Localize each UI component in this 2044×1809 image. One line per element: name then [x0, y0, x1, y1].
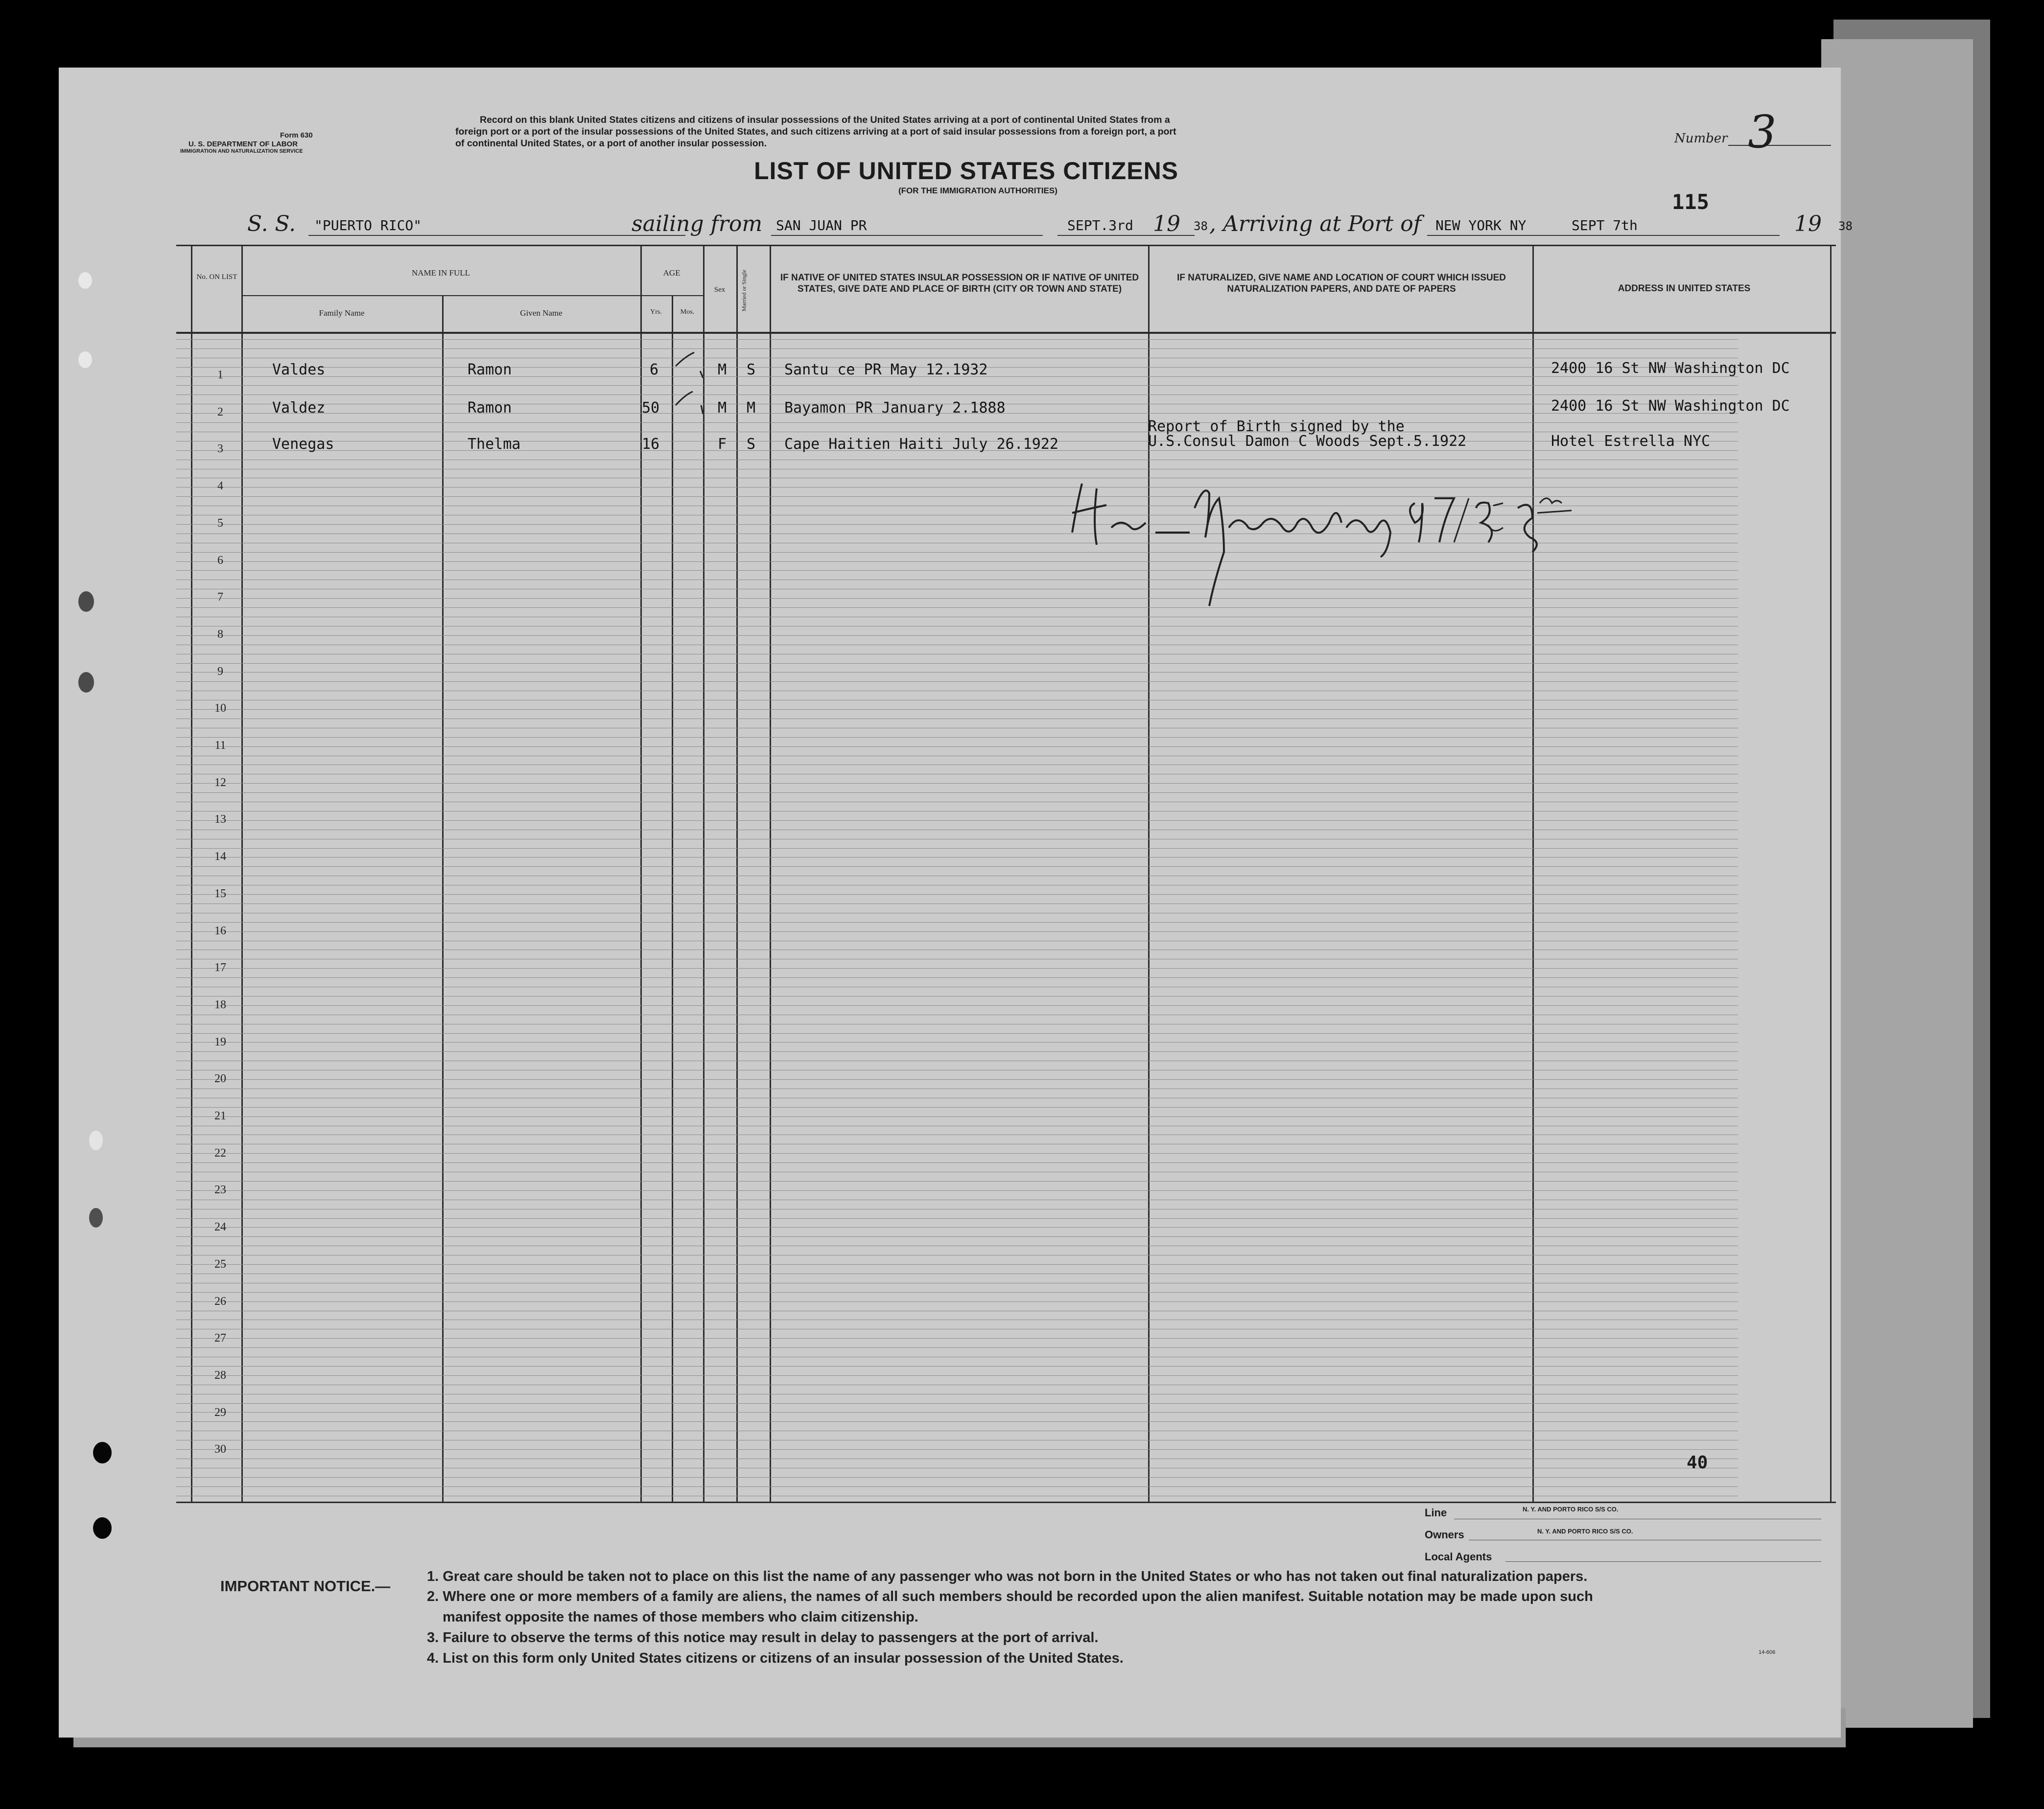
- given-name-cell: Ramon: [468, 399, 512, 417]
- age-subheader-line: [640, 295, 703, 296]
- owners-value: N. Y. AND PORTO RICO S/S CO.: [1537, 1528, 1633, 1535]
- table-rule-line: [176, 1338, 1738, 1339]
- sex-cell: F: [718, 436, 727, 453]
- given-name-cell: Ramon: [468, 361, 512, 378]
- department: U. S. DEPARTMENT OF LABOR: [188, 140, 298, 148]
- instructions-line-3: of continental United States, or a port of another insular possession.: [455, 138, 767, 149]
- col-divider: [442, 296, 444, 1503]
- table-rule-line: [176, 1301, 1738, 1302]
- table-rule-line: [176, 1107, 1738, 1108]
- instructions-line-1: Record on this blank United States citizens and citizens of insular possessions of the United States arriving at a port of continental United States from a: [480, 115, 1170, 125]
- row-number: 22: [214, 1147, 226, 1160]
- table-rule-line: [176, 1153, 1738, 1154]
- year-prefix: 19: [1153, 211, 1180, 236]
- page-title: LIST OF UNITED STATES CITIZENS: [754, 157, 1179, 185]
- table-rule-line: [176, 977, 1738, 978]
- col-divider: [640, 245, 642, 1503]
- row-number: 25: [214, 1258, 226, 1271]
- row-number: 6: [217, 554, 223, 567]
- notice-item-1: 1. Great care should be taken not to place on this list the name of any passenger who was not born in the United States or who has not taken out final naturalization papers.: [427, 1569, 1588, 1584]
- table-rule-line: [176, 1033, 1738, 1034]
- header-yrs: Yrs.: [650, 308, 662, 316]
- notice-item-2-cont: manifest opposite the names of those members who claim citizenship.: [443, 1609, 918, 1625]
- punch-hole: [78, 672, 94, 693]
- table-rule-line: [176, 1079, 1738, 1080]
- row-number: 2: [217, 406, 223, 418]
- table-rule-line: [176, 339, 1738, 340]
- table-rule-line: [176, 968, 1738, 969]
- sail-date: SEPT.3rd: [1067, 217, 1133, 233]
- table-rule-line: [176, 422, 1738, 423]
- line-label: Line: [1425, 1507, 1447, 1519]
- table-rule-line: [176, 1116, 1738, 1117]
- header-married-single: Married or Single: [740, 269, 748, 312]
- table-rule-line: [176, 848, 1738, 849]
- marital-cell: S: [747, 436, 756, 453]
- table-rule-line: [176, 996, 1738, 997]
- header-no-on-list: No. ON LIST: [196, 273, 237, 281]
- table-rule-line: [176, 1190, 1738, 1191]
- marital-cell: M: [747, 399, 756, 417]
- ss-label: S. S.: [247, 211, 296, 236]
- table-rule-line: [176, 792, 1738, 793]
- birth-cell: Bayamon PR January 2.1888: [784, 399, 1006, 417]
- table-rule-line: [176, 746, 1738, 747]
- notice-title: IMPORTANT NOTICE.—: [220, 1577, 391, 1595]
- field-underline: [771, 235, 1043, 236]
- table-rule-line: [176, 681, 1738, 682]
- row-number: 19: [214, 1036, 226, 1048]
- address-cell: 2400 16 St NW Washington DC: [1551, 397, 1790, 415]
- row-number: 14: [214, 850, 226, 863]
- field-underline: [1505, 1561, 1821, 1562]
- age-years-cell: 6: [650, 361, 659, 378]
- passenger-total: 40: [1687, 1453, 1708, 1473]
- address-cell: Hotel Estrella NYC: [1551, 433, 1711, 450]
- table-rule-line: [176, 394, 1738, 395]
- sailing-label: sailing from: [632, 211, 763, 236]
- table-rule-line: [176, 1005, 1738, 1006]
- row-number: 12: [214, 776, 226, 789]
- table-header-border: [176, 332, 1836, 334]
- arrival-year-prefix: 19: [1794, 211, 1822, 236]
- notice-item-3: 3. Failure to observe the terms of this notice may result in delay to passengers at the port of arrival.: [427, 1630, 1099, 1646]
- header-given-name: Given Name: [520, 308, 563, 318]
- table-rule-line: [176, 1236, 1738, 1237]
- table-bottom-border: [176, 1502, 1836, 1503]
- table-rule-line: [176, 709, 1738, 710]
- header-sex: Sex: [714, 286, 726, 294]
- table-rule-line: [176, 1366, 1738, 1367]
- notice-item-2: 2. Where one or more members of a family are aliens, the names of all such members should be recorded upon the alien manifest. Suitable notation may be made upon such: [427, 1589, 1593, 1604]
- marital-cell: S: [747, 361, 756, 378]
- table-rule-line: [176, 820, 1738, 821]
- field-underline: [308, 235, 685, 236]
- col-divider: [1532, 245, 1534, 1503]
- age-years-cell: 50: [642, 399, 660, 417]
- family-name-cell: Valdez: [272, 399, 326, 417]
- number-label: Number: [1674, 131, 1728, 146]
- row-number: 17: [214, 961, 226, 974]
- row-number: 9: [217, 665, 223, 678]
- number-value: 3: [1748, 106, 1777, 158]
- table-rule-line: [176, 1292, 1738, 1293]
- table-rule-line: [176, 348, 1738, 349]
- line-value: N. Y. AND PORTO RICO S/S CO.: [1523, 1506, 1619, 1513]
- birth-cell: Santu ce PR May 12.1932: [784, 361, 988, 378]
- row-number: 11: [214, 739, 226, 752]
- page-number: 115: [1672, 190, 1709, 214]
- row-number: 28: [214, 1369, 226, 1382]
- col-divider: [770, 245, 771, 1503]
- header-name-in-full: NAME IN FULL: [412, 268, 470, 278]
- family-name-cell: Venegas: [272, 436, 334, 453]
- row-number: 26: [214, 1295, 226, 1308]
- punch-hole: [89, 1208, 103, 1228]
- table-rule-line: [176, 866, 1738, 867]
- table-rule-line: [176, 931, 1738, 932]
- form-number: Form 630: [280, 131, 313, 139]
- arrival-year: 38: [1838, 219, 1853, 233]
- table-rule-line: [176, 894, 1738, 895]
- punch-hole: [89, 1131, 103, 1150]
- row-number: 10: [214, 702, 226, 715]
- table-rule-line: [176, 1051, 1738, 1052]
- table-rule-line: [176, 1347, 1738, 1348]
- row-number: 5: [217, 517, 223, 530]
- row-number: 30: [214, 1443, 226, 1456]
- check-marks: [671, 332, 739, 459]
- table-rule-line: [176, 857, 1738, 858]
- row-number: 13: [214, 813, 226, 826]
- page-subtitle: (FOR THE IMMIGRATION AUTHORITIES): [898, 186, 1057, 195]
- col-divider: [241, 245, 243, 1503]
- header-family-name: Family Name: [319, 308, 365, 318]
- table-rule-line: [176, 1375, 1738, 1376]
- punch-hole: [78, 272, 92, 289]
- row-number: 21: [214, 1110, 226, 1122]
- arriving-label: , Arriving at Port of: [1209, 211, 1421, 236]
- table-rule-line: [176, 1477, 1738, 1478]
- row-number: 23: [214, 1183, 226, 1196]
- row-number: 4: [217, 480, 223, 492]
- birth-cell: Cape Haitien Haiti July 26.1922: [784, 436, 1058, 453]
- table-rule-line: [176, 1042, 1738, 1043]
- name-subheader-line: [241, 295, 640, 296]
- table-rule-line: [176, 1162, 1738, 1163]
- table-rule-line: [176, 922, 1738, 923]
- notice-item-4: 4. List on this form only United States citizens or citizens of an insular possession of the United States.: [427, 1650, 1124, 1666]
- naturalization-cell: Report of Birth signed by the: [1148, 418, 1405, 435]
- arrival-date: SEPT 7th: [1572, 217, 1638, 233]
- form-code: 14-606: [1759, 1649, 1776, 1655]
- row-number: 27: [214, 1332, 226, 1345]
- arrival-port: NEW YORK NY: [1435, 217, 1527, 233]
- row-number: 7: [217, 591, 223, 603]
- header-birth: IF NATIVE OF UNITED STATES INSULAR POSSESSION OR IF NATIVE OF UNITED STATES, GIVE DATE AND PLACE OF BIRTH (CITY OR TOWN AND STATE): [780, 273, 1139, 294]
- address-cell: 2400 16 St NW Washington DC: [1551, 360, 1790, 377]
- table-rule-line: [176, 737, 1738, 738]
- row-number: 1: [217, 369, 223, 381]
- col-divider: [1830, 245, 1832, 1503]
- table-rule-line: [176, 663, 1738, 664]
- departure-port: SAN JUAN PR: [776, 217, 867, 233]
- table-rule-line: [176, 672, 1738, 673]
- row-number: 20: [214, 1072, 226, 1085]
- table-rule-line: [176, 1227, 1738, 1228]
- table-rule-line: [176, 1449, 1738, 1450]
- back-sheet: [1821, 39, 1973, 1728]
- sex-cell: M: [718, 361, 727, 378]
- table-rule-line: [176, 811, 1738, 812]
- table-rule-line: [176, 1403, 1738, 1404]
- field-underline: [1427, 235, 1780, 236]
- family-name-cell: Valdes: [272, 361, 326, 378]
- instructions-line-2: foreign port or a port of the insular possessions of the United States, and such citizens arriving at a port of said insular possessions from a foreign port, a port: [455, 126, 1176, 137]
- table-rule-line: [176, 1264, 1738, 1265]
- owners-label: Owners: [1425, 1529, 1464, 1541]
- table-rule-line: [176, 1218, 1738, 1219]
- table-rule-line: [176, 1421, 1738, 1422]
- number-underline: [1728, 145, 1831, 146]
- given-name-cell: Thelma: [468, 436, 521, 453]
- agents-label: Local Agents: [1425, 1551, 1492, 1563]
- ship-name: "PUERTO RICO": [314, 217, 422, 233]
- service: IMMIGRATION AND NATURALIZATION SERVICE: [180, 148, 303, 154]
- punch-hole: [93, 1517, 112, 1539]
- punch-hole: [78, 591, 94, 612]
- punch-hole: [78, 351, 92, 368]
- table-rule-line: [176, 783, 1738, 784]
- table-rule-line: [176, 385, 1738, 386]
- col-divider: [672, 296, 673, 1503]
- header-mos: Mos.: [680, 308, 695, 316]
- punch-hole: [93, 1442, 112, 1463]
- row-number: 16: [214, 925, 226, 937]
- sail-year: 38: [1194, 219, 1208, 233]
- row-number: 24: [214, 1221, 226, 1233]
- table-rule-line: [176, 1181, 1738, 1182]
- handwritten-signature: [1062, 454, 1576, 621]
- header-address: ADDRESS IN UNITED STATES: [1618, 283, 1751, 294]
- row-number: 15: [214, 887, 226, 900]
- table-top-border: [176, 245, 1836, 246]
- row-number: 18: [214, 998, 226, 1011]
- col-divider: [191, 245, 192, 1503]
- sex-cell: M: [718, 399, 727, 417]
- age-years-cell: 16: [642, 436, 660, 453]
- naturalization-cell: U.S.Consul Damon C Woods Sept.5.1922: [1148, 433, 1467, 450]
- table-rule-line: [176, 1412, 1738, 1413]
- document-page: [59, 68, 1853, 1738]
- table-rule-line: [176, 1486, 1738, 1487]
- row-number: 3: [217, 442, 223, 455]
- table-rule-line: [176, 635, 1738, 636]
- header-age: AGE: [663, 268, 681, 278]
- row-number: 29: [214, 1406, 226, 1419]
- row-number: 8: [217, 628, 223, 641]
- header-naturalized: IF NATURALIZED, GIVE NAME AND LOCATION OF COURT WHICH ISSUED NATURALIZATION PAPERS, AND DATE OF PAPERS: [1176, 273, 1506, 294]
